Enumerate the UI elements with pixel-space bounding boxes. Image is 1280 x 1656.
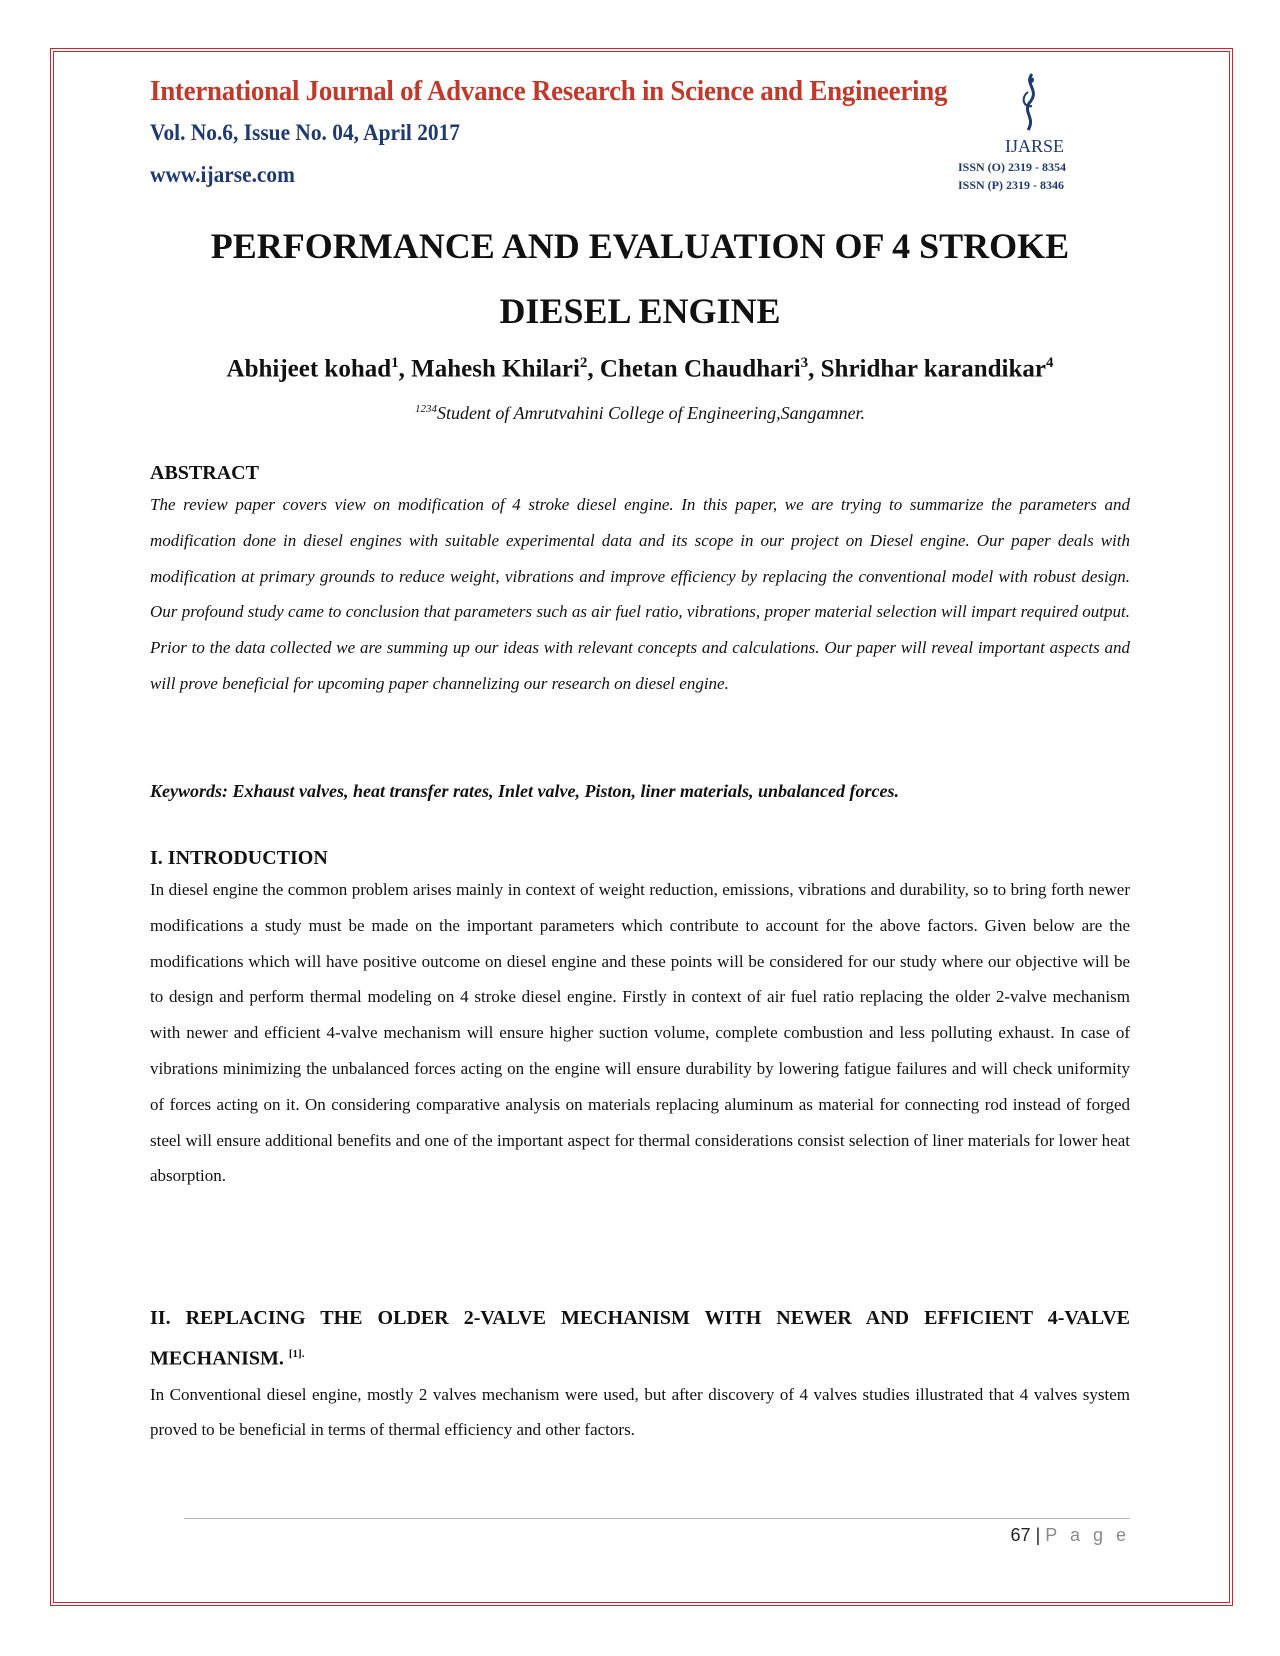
introduction-text: In diesel engine the common problem arises mainly in context of weight reduction, emissions, vibrations and durability, so to bring forth newer modifications a study must be made on the important parameters which contribute to account for the above factors. Given below are the modifications which will have positive outcome on diesel engine and these points will be considered for our study where our objective will be to design and perform thermal modeling on 4 stroke diesel engine. Firstly in context of air fuel ratio replacing the older 2-valve mechanism with newer and efficient 4-valve mechanism will ensure higher suction volume, complete combustion and less polluting exhaust. In case of vibrations minimizing the unbalanced forces acting on the engine will ensure durability by lowering fatigue failures and will check uniformity of forces acting on it. On considering comparative analysis on materials replacing aluminum as material for connecting rod instead of forged steel will ensure additional benefits and one of the important aspect for thermal considerations consist selection of liner materials for lower heat absorption. <box>150 880 1130 1186</box>
introduction-section <box>150 847 1130 1194</box>
keywords: Keywords: Exhaust valves, heat transfer rates, Inlet valve, Piston, liner materials, unbalanced forces. <box>150 781 900 801</box>
ijarse-logo-icon <box>1010 72 1050 132</box>
author-name: Shridhar karandikar <box>820 355 1046 383</box>
section2-heading <box>150 1300 1130 1377</box>
footer-separator: | <box>1035 1525 1041 1545</box>
logo-name: IJARSE <box>1005 136 1065 156</box>
journal-title: International Journal of Advance Research in Science and Engineering <box>150 75 948 107</box>
abstract-text: The review paper covers view on modification of 4 stroke diesel engine. In this paper, we are trying to summarize the parameters and modification done in diesel engines with suitable experimental data and its scope in our project on Diesel engine. Our paper deals with modification at primary grounds to reduce weight, vibrations and improve efficiency by replacing the conventional model with robust design. Our profound study came to conclusion that parameters such as air fuel ratio, vibrations, proper material selection will impart required output. Prior to the data collected we are summing up our ideas with relevant concepts and calculations. Our paper will reveal important aspects and will prove beneficial for upcoming paper channelizing our research on diesel engine. <box>150 495 1130 693</box>
footer-divider <box>184 1518 1130 1519</box>
paper-title-line2: DIESEL ENGINE <box>499 291 781 331</box>
journal-issue: Vol. No.6, Issue No. 04, April 2017 <box>150 120 461 145</box>
author-name: Mahesh Khilari <box>411 355 580 383</box>
abstract-heading: ABSTRACT <box>150 462 259 484</box>
author-sup: 4 <box>1045 355 1054 371</box>
affiliation <box>150 403 1130 424</box>
page-label: P a g e <box>1045 1525 1130 1545</box>
abstract-section <box>150 462 1130 702</box>
introduction-heading: I. INTRODUCTION <box>150 847 328 869</box>
author-sup: 1 <box>391 355 399 371</box>
issn-online: ISSN (O) 2319 - 8354 <box>958 160 1067 174</box>
issn-print: ISSN (P) 2319 - 8346 <box>958 178 1065 192</box>
paper-title-line1: PERFORMANCE AND EVALUATION OF 4 STROKE <box>210 226 1070 266</box>
section2-text: In Conventional diesel engine, mostly 2 valves mechanism were used, but after discovery of 4 valves studies illustrated that 4 valves system proved to be beneficial in terms of thermal efficiency and other factors. <box>150 1384 1130 1440</box>
keywords-section <box>150 781 1130 802</box>
author-name: Chetan Chaudhari <box>599 355 801 383</box>
section2-ref: [1]. <box>288 1348 305 1360</box>
author-sup: 2 <box>579 355 588 371</box>
page-footer <box>1011 1525 1130 1546</box>
author-name: Abhijeet kohad <box>226 355 392 383</box>
journal-website: www.ijarse.com <box>150 162 295 187</box>
affiliation-text: Student of Amrutvahini College of Engineering,Sangamner. <box>436 403 866 423</box>
affiliation-sup: 1234 <box>414 403 437 415</box>
author-list: Abhijeet kohad$^1$, Mahesh Khilari$^2$, Chetan Chaudhari$^3$, Shridhar karandikar$^4$ <box>226 355 1054 383</box>
page-number: 67 <box>1010 1525 1031 1545</box>
section2-heading-text: II. REPLACING THE OLDER 2-VALVE MECHANISM WITH NEWER AND EFFICIENT 4-VALVE MECHANISM. <box>150 1307 1130 1370</box>
section2 <box>150 1300 1130 1448</box>
author-sup: 3 <box>800 355 809 371</box>
